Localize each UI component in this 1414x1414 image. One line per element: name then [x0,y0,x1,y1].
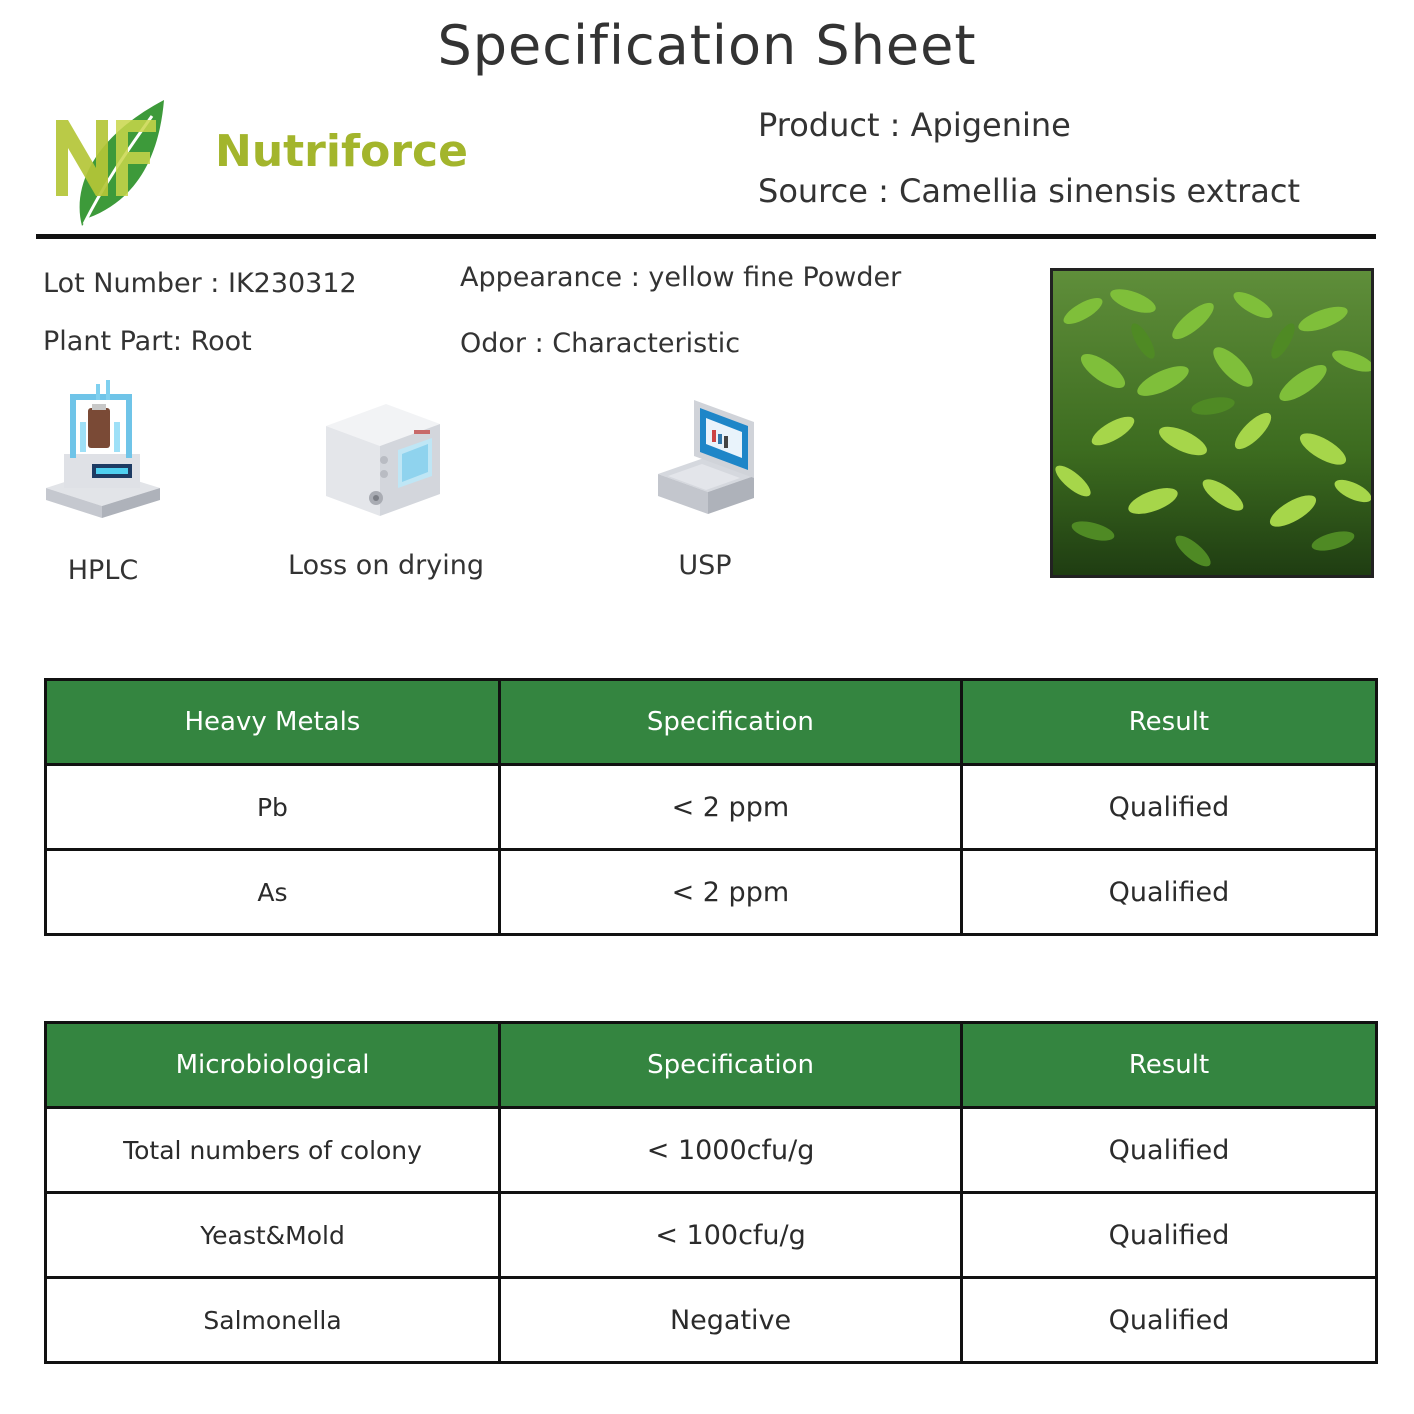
column-header: Specification [500,1023,962,1108]
header-divider [36,234,1376,239]
method-label-loss-on-drying: Loss on drying [288,550,484,581]
table-cell: As [46,850,500,935]
hplc-instrument-icon [40,378,164,518]
plant-part: Plant Part: Root [43,326,252,357]
column-header: Specification [499,680,961,765]
table-cell: < 100cfu/g [500,1193,962,1278]
table-row [46,850,1377,935]
leaf-nf-logo-icon [52,98,167,228]
brand-name: Nutriforce [215,126,468,177]
microbiological-table [44,1021,1378,1364]
method-label-hplc: HPLC [67,555,139,586]
odor: Odor : Characteristic [460,328,741,359]
table-cell: Qualified [962,1193,1377,1278]
table-cell: Total numbers of colony [46,1108,500,1193]
table-cell: Qualified [961,850,1376,935]
table-cell: Qualified [961,765,1376,850]
table-row [46,1108,1377,1193]
column-header: Result [961,680,1376,765]
table-cell: < 1000cfu/g [500,1108,962,1193]
table-cell: Qualified [962,1108,1377,1193]
table-row [46,1193,1377,1278]
table-cell: < 2 ppm [499,850,961,935]
page-title: Specification Sheet [437,14,977,77]
column-header: Heavy Metals [46,680,500,765]
appearance: Appearance : yellow fine Powder [460,262,902,293]
table-row [46,765,1377,850]
table-cell: Pb [46,765,500,850]
laptop-computer-icon [656,396,756,516]
table-cell: Salmonella [46,1278,500,1363]
product-source: Source : Camellia sinensis extract [758,172,1301,210]
column-header: Result [962,1023,1377,1108]
column-header: Microbiological [46,1023,500,1108]
table-row [46,1278,1377,1363]
product-info [758,106,1300,238]
table-cell: Qualified [962,1278,1377,1363]
lot-number: Lot Number : IK230312 [43,268,357,299]
heavy-metals-table [44,678,1378,936]
table-header-row [46,1023,1377,1108]
tea-plant-photo [1050,268,1374,578]
drying-oven-icon [322,394,442,518]
table-cell: Negative [500,1278,962,1363]
table-cell: < 2 ppm [499,765,961,850]
method-label-usp: USP [678,550,732,581]
table-cell: Yeast&Mold [46,1193,500,1278]
product-name: Product : Apigenine [758,106,1071,144]
table-header-row [46,680,1377,765]
